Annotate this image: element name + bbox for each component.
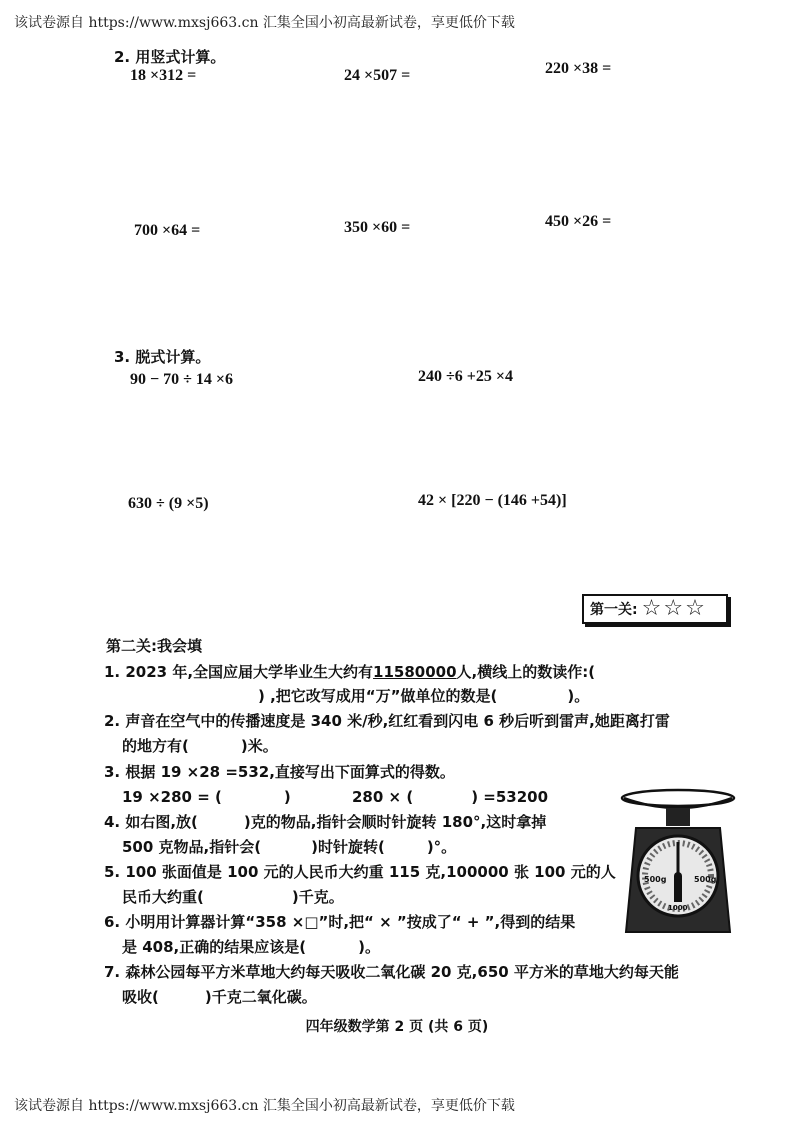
- badge-label: 第一关:: [590, 602, 638, 618]
- question-1-line-1: 1. 2023 年,全国应届大学毕业生大约有11580000人,横线上的数读作:(: [104, 663, 596, 681]
- question-3-line-1: 3. 根据 19 ×28 =532,直接写出下面算式的得数。: [104, 763, 455, 781]
- question-7-line-1: 7. 森林公园每平方米草地大约每天吸收二氧化碳 20 克,650 平方米的草地大约每天能: [104, 963, 679, 981]
- part-2-title: 第二关:我会填: [106, 637, 202, 655]
- vertical-calc-2: 24 ×507 =: [344, 67, 411, 84]
- scale-post: [666, 808, 690, 826]
- vertical-calc-6: 450 ×26 =: [545, 213, 612, 230]
- kitchen-scale-figure: [618, 788, 738, 936]
- scale-mark-left: 500g: [644, 875, 667, 884]
- question-3-line-2b: 280 × ( ) =53200: [352, 788, 549, 806]
- source-banner-bottom: 该试卷源自 https://www.mxsj663.cn 汇集全国小初高最新试卷，享更低价下载: [14, 1098, 515, 1114]
- question-4-line-2: 500 克物品,指针会( )时针旋转( )°。: [122, 838, 457, 856]
- vertical-calc-4: 700 ×64 =: [134, 222, 201, 239]
- question-5-line-1: 5. 100 张面值是 100 元的人民币大约重 115 克,100000 张 100 元的人: [104, 863, 616, 881]
- stepwise-calc-2: 240 ÷6 +25 ×4: [418, 368, 514, 385]
- star-icon: ☆: [641, 596, 662, 621]
- page-footer: 四年级数学第 2 页 (共 6 页): [305, 1019, 489, 1035]
- stepwise-calc-3: 630 ÷ (9 ×5): [128, 495, 209, 512]
- question-2-line-2: 的地方有( )米。: [122, 737, 278, 755]
- question-1-line-2: ) ,把它改写成用“万”做单位的数是( )。: [258, 687, 590, 705]
- level-1-badge: [582, 594, 728, 624]
- question-6-line-2: 是 408,正确的结果应该是( )。: [122, 938, 380, 956]
- question-7-line-2: 吸收( )千克二氧化碳。: [122, 988, 317, 1006]
- vertical-calc-3: 220 ×38 =: [545, 60, 612, 77]
- vertical-calc-1: 18 ×312 =: [130, 67, 197, 84]
- star-icon: ☆: [685, 596, 705, 621]
- star-icon: ☆: [663, 596, 684, 621]
- vertical-calc-5: 350 ×60 =: [344, 219, 411, 236]
- question-5-line-2: 民币大约重( )千克。: [122, 888, 344, 906]
- question-6-line-1: 6. 小明用计算器计算“358 ×□”时,把“ × ”按成了“ + ”,得到的结果: [104, 913, 576, 931]
- source-banner-top: 该试卷源自 https://www.mxsj663.cn 汇集全国小初高最新试卷，享更低价下载: [14, 15, 515, 31]
- question-4-line-1: 4. 如右图,放( )克的物品,指针会顺时针旋转 180°,这时拿掉: [104, 813, 547, 831]
- question-2-line-1: 2. 声音在空气中的传播速度是 340 米/秒,红红看到闪电 6 秒后听到雷声,她距离打雷: [104, 712, 670, 730]
- scale-mark-bottom: 1000: [668, 904, 688, 912]
- section-2-title: 2. 用竖式计算。: [114, 48, 226, 66]
- stepwise-calc-4: 42 × [220 − (146 +54)]: [418, 492, 567, 509]
- stepwise-calc-1: 90 − 70 ÷ 14 ×6: [130, 371, 234, 388]
- section-3-title: 3. 脱式计算。: [114, 348, 211, 366]
- scale-mark-right: 500g: [694, 875, 717, 884]
- question-3-line-2a: 19 ×280 = ( ): [122, 788, 291, 806]
